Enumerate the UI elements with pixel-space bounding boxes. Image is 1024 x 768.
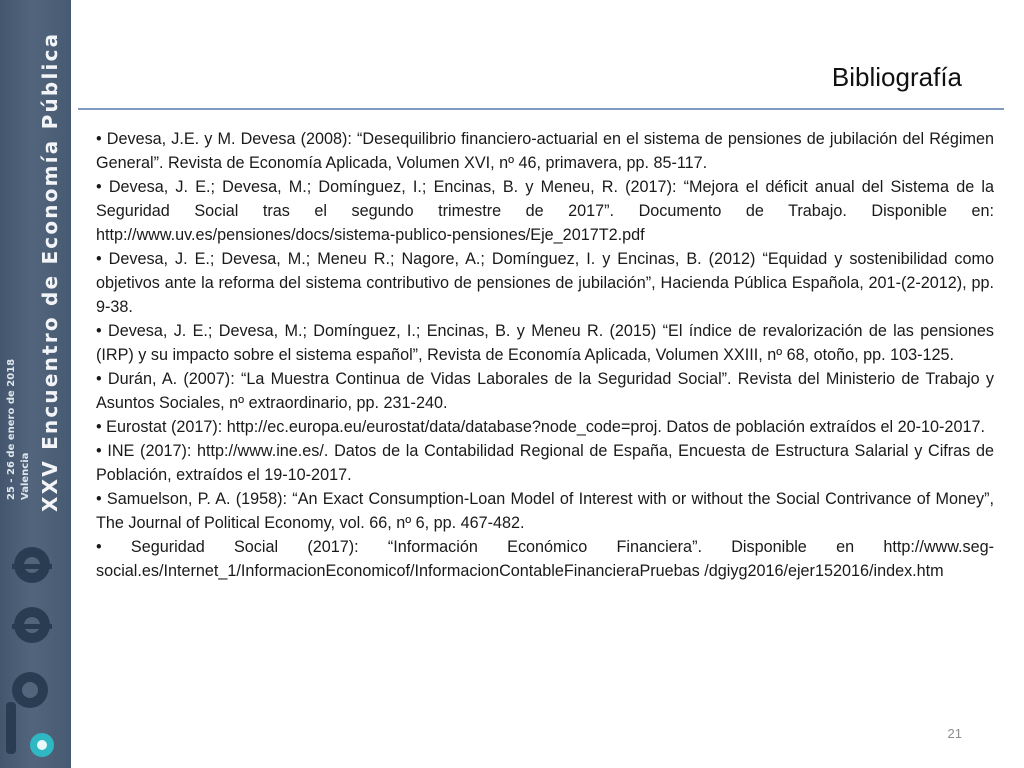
- reference-item: • Samuelson, P. A. (1958): “An Exact Consumption-Loan Model of Interest with or without the Social Contrivance of Money”, The Journal of Political Economy, vol. 66, nº 6, pp. 467-482.: [96, 490, 994, 532]
- conference-dates: 25 - 26 de enero de 2018: [6, 358, 17, 500]
- reference-item: • Seguridad Social (2017): “Información Económico Financiera”. Disponible en http://www.seg-social.es/Internet_1/InformacionEconomicof/InformacionContableFinancieraPruebas /dgiyg2016/ejer152016/index.htm: [96, 538, 994, 580]
- page-number: 21: [947, 726, 962, 741]
- conference-city: Valencia: [20, 452, 31, 500]
- slide-title: Bibliografía: [831, 62, 962, 92]
- reference-item: • INE (2017): http://www.ine.es/. Datos de la Contabilidad Regional de España, Encuesta de Estructura Salarial y Cifras de Población, extraídos el 19-10-2017.: [96, 442, 994, 484]
- reference-item: • Durán, A. (2007): “La Muestra Continua de Vidas Laborales de la Seguridad Social”. Revista del Ministerio de Trabajo y Asuntos Sociales, nº extraordinario, pp. 231-240.: [96, 370, 994, 412]
- reference-item: • Devesa, J. E.; Devesa, M.; Meneu R.; Nagore, A.; Domínguez, I. y Encinas, B. (2012) “Equidad y sostenibilidad como objetivos ante la reforma del sistema contributivo de pensiones de jubilación”, Hacienda Pública Española, 201-(2-2012), pp. 9-38.: [96, 250, 994, 316]
- conference-title: XXV Encuentro de Economía Pública: [38, 31, 62, 512]
- title-divider: [78, 108, 1004, 110]
- conference-sidebar: [0, 0, 71, 768]
- eep-logo-icon: [2, 540, 68, 765]
- reference-item: • Devesa, J. E.; Devesa, M.; Domínguez, I.; Encinas, B. y Meneu, R. (2017): “Mejora el déficit anual del Sistema de la Seguridad Social tras el segundo trimestre de 2017”. Documento de Trabajo. Disponible en: http://www.uv.es/pensiones/docs/sistema-publico-pensiones/Eje_2017T2.pdf: [96, 178, 994, 244]
- conference-date-location: [5, 359, 33, 500]
- bibliography-list: [96, 127, 994, 583]
- reference-item: • Devesa, J. E.; Devesa, M.; Domínguez, I.; Encinas, B. y Meneu R. (2015) “El índice de revalorización de las pensiones (IRP) y su impacto sobre el sistema español”, Revista de Economía Aplicada, Volumen XXIII, nº 68, otoño, pp. 103-125.: [96, 322, 994, 364]
- reference-item: • Eurostat (2017): http://ec.europa.eu/eurostat/data/database?node_code=proj. Datos de población extraídos el 20-10-2017.: [96, 418, 985, 436]
- reference-item: • Devesa, J.E. y M. Devesa (2008): “Desequilibrio financiero-actuarial en el sistema de pensiones de jubilación del Régimen General”. Revista de Economía Aplicada, Volumen XVI, nº 46, primavera, pp. 85-117.: [96, 130, 994, 172]
